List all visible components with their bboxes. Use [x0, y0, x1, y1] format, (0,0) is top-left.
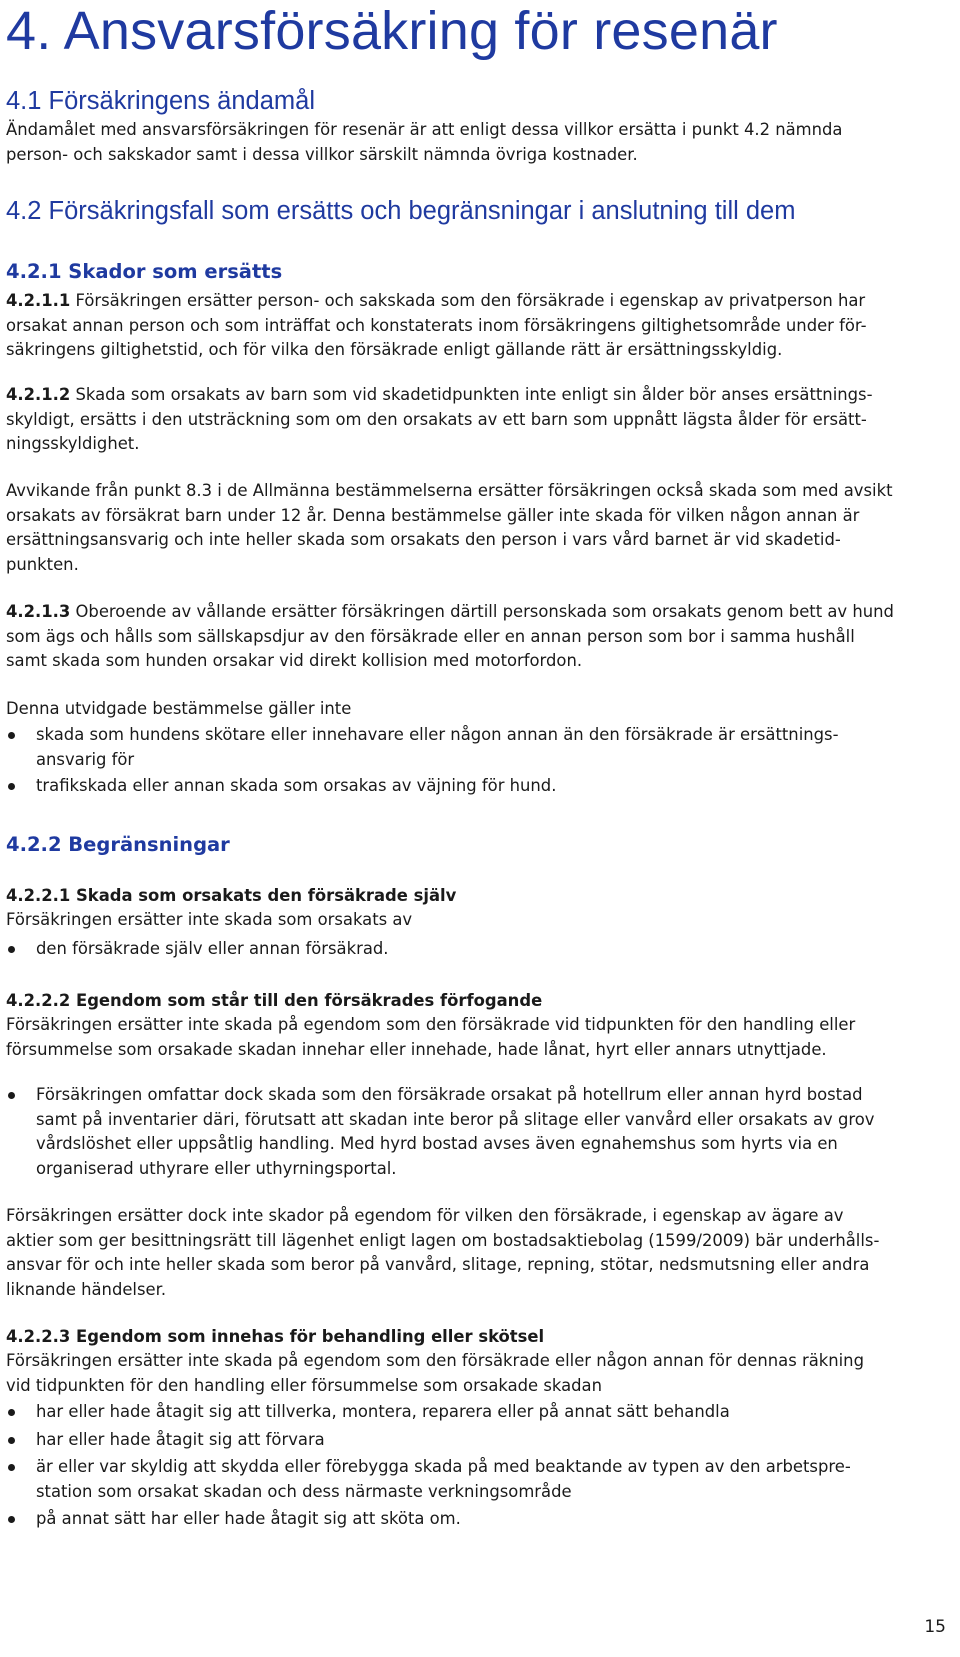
text-line-rest: Oberoende av vållande ersätter försäkringen därtill personskada som orsakats genom bett av hund [70, 602, 894, 621]
text-line-rest: Skada som orsakats av barn som vid skadetidpunkten inte enligt sin ålder bör anses ersättnings- [70, 385, 873, 404]
text-line: person- och sakskador samt i dessa villkor särskilt nämnda övriga kostnader. [6, 144, 638, 164]
text-line: samt skada som hunden orsakar vid direkt kollision med motorfordon. [6, 651, 583, 671]
text-line: ningsskyldighet. [6, 434, 140, 454]
text-line: den försäkrade själv eller annan försäkrad. [36, 939, 389, 958]
text-line: försummelse som orsakade skadan innehar eller innehade, hade lånat, hyrt eller annars utnyttjade. [6, 1039, 827, 1059]
section-4-1-text [6, 118, 952, 167]
list-item [6, 1428, 952, 1453]
text-line: Ändamålet med ansvarsförsäkringen för resenär är att enligt dessa villkor ersätta i punkt 4.2 nämnda [6, 120, 843, 139]
paragraph-deviation [6, 479, 952, 577]
text-line: Försäkringen ersätter inte skada på egendom som den försäkrade vid tidpunkten för den handling eller [6, 1015, 856, 1034]
text-line: Avvikande från punkt 8.3 i de Allmänna bestämmelserna ersätter försäkringen också skada som med avsikt [6, 481, 893, 500]
page-number: 15 [924, 1617, 946, 1637]
page-title: 4. Ansvarsförsäkring för resenär [6, 1, 778, 61]
text-line: Försäkringen omfattar dock skada som den försäkrade orsakat på hotellrum eller annan hyrd bostad [36, 1085, 863, 1104]
text-line: ansvarig för [36, 749, 135, 769]
text-line: orsakat annan person och som inträffat och konstaterats inom försäkringens giltighetsområde under för- [6, 315, 867, 335]
paragraph-extension-intro: Denna utvidgade bestämmelse gäller inte [6, 699, 352, 718]
clause-4-2-2-1-list [6, 937, 952, 962]
text-line: skyldigt, ersätts i den utsträckning som om den orsakats av ett barn som uppnått lägsta ålder för ersätt- [6, 409, 867, 429]
bullet-icon [8, 1409, 15, 1416]
clause-number: 4.2.1.1 [6, 291, 71, 310]
clause-4-2-2-3-list [6, 1400, 952, 1532]
bullet-icon [8, 1437, 15, 1444]
clause-number: 4.2.1.3 [6, 602, 71, 621]
list-item [6, 1507, 952, 1532]
clause-4-2-2-1-heading: 4.2.2.1 Skada som orsakats den försäkrade själv [6, 886, 457, 905]
paragraph-4-2-1-3 [6, 600, 952, 674]
text-line: ansvar för och inte heller skada som beror på vanvård, slitage, repning, stötar, nedsmutsning eller andra [6, 1255, 870, 1275]
text-line: station som orsakat skadan och dess närmaste verkningsområde [36, 1481, 572, 1501]
text-line: som ägs och hålls som sällskapsdjur av den försäkrade eller en annan person som bor i samma hushåll [6, 626, 855, 646]
bullet-icon [8, 783, 15, 790]
section-4-2-heading: 4.2 Försäkringsfall som ersätts och begränsningar i anslutning till dem [6, 197, 796, 225]
list-item [6, 1455, 952, 1504]
clause-4-2-2-1-intro: Försäkringen ersätter inte skada som orsakats av [6, 910, 413, 929]
text-line: liknande händelser. [6, 1279, 167, 1299]
list-item [6, 1400, 952, 1425]
extension-exclusion-list [6, 723, 952, 799]
bullet-icon [8, 946, 15, 953]
text-line: skada som hundens skötare eller innehavare eller någon annan än den försäkrade är ersättnings- [36, 725, 839, 744]
text-line [6, 383, 952, 408]
clause-4-2-2-3-heading: 4.2.2.3 Egendom som innehas för behandling eller skötsel [6, 1327, 545, 1346]
text-line [6, 289, 952, 314]
text-line: vid tidpunkten för den handling eller försummelse som orsakade skadan [6, 1375, 602, 1395]
text-line: har eller hade åtagit sig att förvara [36, 1429, 325, 1449]
clause-4-2-2-3-text [6, 1349, 952, 1398]
paragraph-4-2-1-2 [6, 383, 952, 457]
text-line: punkten. [6, 554, 79, 574]
bullet-icon [8, 1092, 15, 1099]
text-line: på annat sätt har eller hade åtagit sig att sköta om. [36, 1509, 461, 1529]
text-line: orsakats av försäkrat barn under 12 år. Denna bestämmelse gäller inte skada för vilken någon annan är [6, 505, 860, 525]
list-item [6, 774, 952, 799]
bullet-icon [8, 1464, 15, 1471]
text-line [6, 600, 952, 625]
bullet-icon [8, 1516, 15, 1523]
text-line: har eller hade åtagit sig att tillverka, montera, reparera eller på annat sätt behandla [36, 1402, 730, 1421]
clause-4-2-2-2-text [6, 1013, 952, 1062]
clause-4-2-2-2-list [6, 1083, 952, 1181]
list-item [6, 1083, 952, 1181]
list-item [6, 937, 952, 962]
bullet-icon [8, 732, 15, 739]
text-line: Försäkringen ersätter inte skada på egendom som den försäkrade eller någon annan för dennas räkning [6, 1351, 864, 1370]
paragraph-4-2-1-1 [6, 289, 952, 363]
text-line: trafikskada eller annan skada som orsakas av väjning för hund. [36, 776, 557, 796]
text-line: säkringens giltighetstid, och för vilka den försäkrade enligt gällande rätt är ersättningsskyldig. [6, 340, 783, 360]
text-line: vårdslöshet eller uppsåtlig handling. Med hyrd bostad avses även egnahemshus som hyrts via en [36, 1134, 838, 1154]
text-line: aktier som ger besittningsrätt till lägenhet enligt lagen om bostadsaktiebolag (1599/2009) bär underhålls- [6, 1230, 880, 1250]
text-line: Försäkringen ersätter dock inte skador på egendom för vilken den försäkrade, i egenskap av ägare av [6, 1206, 844, 1225]
clause-4-2-2-2-text-2 [6, 1204, 952, 1302]
section-4-2-2-heading: 4.2.2 Begränsningar [6, 833, 230, 856]
clause-4-2-2-2-heading: 4.2.2.2 Egendom som står till den försäkrades förfogande [6, 991, 543, 1010]
text-line-rest: Försäkringen ersätter person- och sakskada som den försäkrade i egenskap av privatperson har [70, 291, 866, 310]
text-line: organiserad uthyrare eller uthyrningsportal. [36, 1158, 397, 1178]
text-line: är eller var skyldig att skydda eller förebygga skada på med beaktande av typen av den arbetspre- [36, 1457, 851, 1477]
list-item [6, 723, 952, 772]
text-line: samt på inventarier däri, förutsatt att skadan inte beror på slitage eller vanvård eller orsakats av grov [36, 1109, 875, 1129]
section-4-1-heading: 4.1 Försäkringens ändamål [6, 87, 316, 115]
section-4-2-1-heading: 4.2.1 Skador som ersätts [6, 260, 283, 283]
text-line: ersättningsansvarig och inte heller skada som orsakats den person i vars vård barnet är vid skadetid- [6, 530, 841, 550]
clause-number: 4.2.1.2 [6, 385, 71, 404]
